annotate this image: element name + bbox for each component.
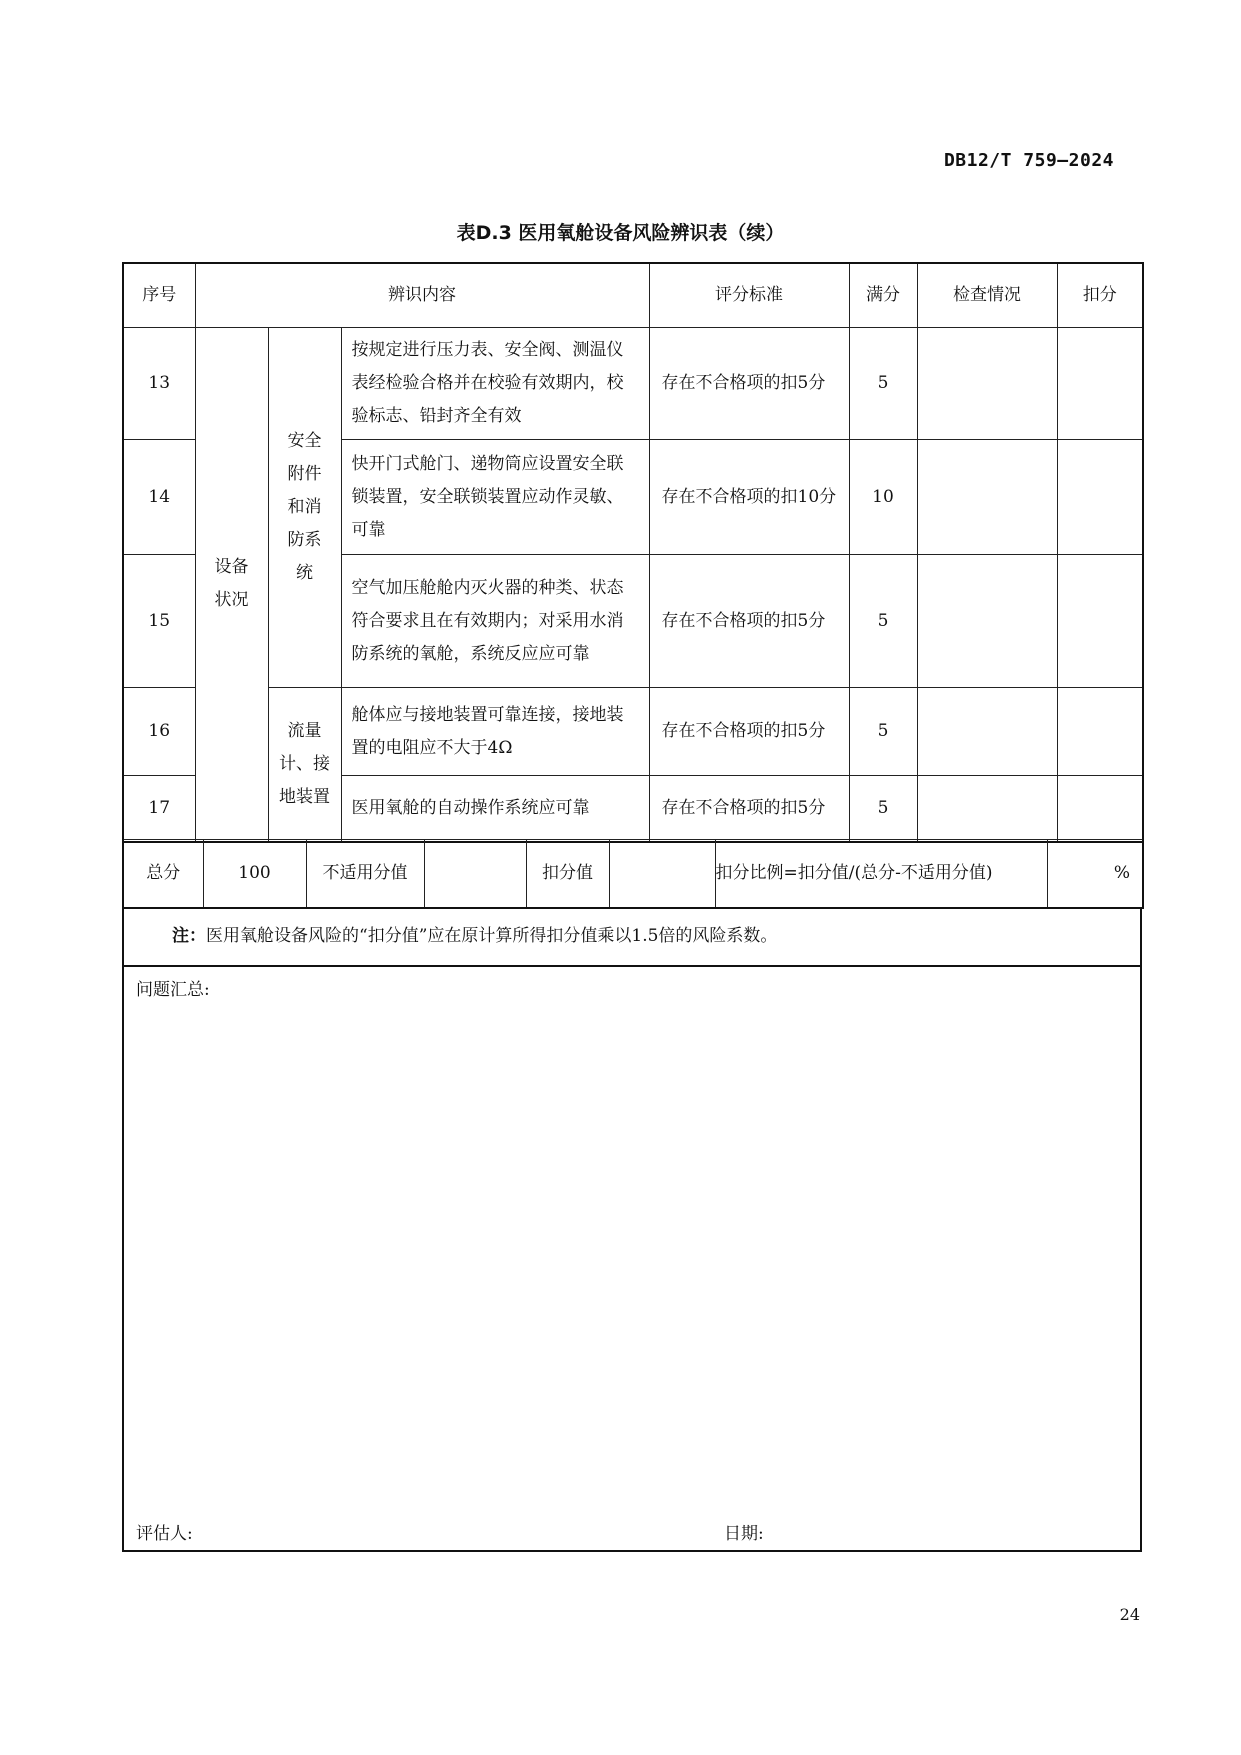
- total-label: 总分: [123, 840, 203, 909]
- header-seq: 序号: [123, 263, 195, 328]
- total-value: 100: [203, 840, 306, 909]
- row-standard: 存在不合格项的扣5分: [649, 328, 849, 440]
- header-deduction: 扣分: [1057, 263, 1143, 328]
- row-full-score: 5: [849, 555, 917, 688]
- table-title: 表D.3 医用氧舱设备风险辨识表（续）: [456, 222, 785, 244]
- deduction-label: 扣分值: [526, 840, 609, 909]
- row-seq: 16: [123, 688, 195, 776]
- header-check-status: 检查情况: [917, 263, 1057, 328]
- row-check-cell[interactable]: [917, 440, 1057, 555]
- header-content: 辨识内容: [195, 263, 649, 328]
- row-full-score: 5: [849, 688, 917, 776]
- row-content: 舱体应与接地装置可靠连接，接地装置的电阻应不大于4Ω: [341, 688, 649, 776]
- note-label: 注：: [172, 926, 206, 946]
- page-number: 24: [1119, 1605, 1140, 1624]
- table-row: [123, 328, 1143, 440]
- note-row: [122, 907, 1142, 967]
- group-cell-safety: 安全附件和消防系统: [268, 328, 341, 688]
- table-row: [123, 688, 1143, 776]
- issues-summary-label: 问题汇总:: [136, 980, 210, 1000]
- deduction-value[interactable]: [609, 840, 715, 909]
- issues-summary-box[interactable]: [122, 965, 1142, 1552]
- date-label: 日期:: [724, 1524, 764, 1544]
- assessor-label: 评估人:: [136, 1524, 193, 1544]
- table-header-row: [123, 263, 1143, 328]
- risk-identification-table: [122, 262, 1144, 843]
- group-cell-grounding: 流量计、接地装置: [268, 688, 341, 842]
- na-score-label: 不适用分值: [306, 840, 424, 909]
- row-standard: 存在不合格项的扣5分: [649, 688, 849, 776]
- row-deduct-cell[interactable]: [1057, 776, 1143, 842]
- row-check-cell[interactable]: [917, 328, 1057, 440]
- row-check-cell[interactable]: [917, 555, 1057, 688]
- row-deduct-cell[interactable]: [1057, 555, 1143, 688]
- summary-table: [122, 839, 1144, 909]
- summary-row: [123, 840, 1143, 909]
- row-content: 按规定进行压力表、安全阀、测温仪表经检验合格并在校验有效期内，校验标志、铅封齐全有效: [341, 328, 649, 440]
- row-check-cell[interactable]: [917, 688, 1057, 776]
- note-text: 医用氧舱设备风险的“扣分值”应在原计算所得扣分值乘以1.5倍的风险系数。: [206, 926, 778, 946]
- row-deduct-cell[interactable]: [1057, 440, 1143, 555]
- row-full-score: 5: [849, 328, 917, 440]
- row-content: 快开门式舱门、递物筒应设置安全联锁装置，安全联锁装置应动作灵敏、可靠: [341, 440, 649, 555]
- header-full-score: 满分: [849, 263, 917, 328]
- ratio-formula: 扣分比例=扣分值/(总分-不适用分值): [715, 840, 1047, 909]
- row-full-score: 5: [849, 776, 917, 842]
- row-standard: 存在不合格项的扣10分: [649, 440, 849, 555]
- header-standard: 评分标准: [649, 263, 849, 328]
- row-check-cell[interactable]: [917, 776, 1057, 842]
- row-standard: 存在不合格项的扣5分: [649, 776, 849, 842]
- row-deduct-cell[interactable]: [1057, 688, 1143, 776]
- row-standard: 存在不合格项的扣5分: [649, 555, 849, 688]
- row-seq: 17: [123, 776, 195, 842]
- na-score-value[interactable]: [424, 840, 526, 909]
- row-seq: 14: [123, 440, 195, 555]
- row-deduct-cell[interactable]: [1057, 328, 1143, 440]
- category-cell: 设备状况: [195, 328, 268, 842]
- row-content: 空气加压舱舱内灭火器的种类、状态符合要求且在有效期内；对采用水消防系统的氧舱，系统反应应可靠: [341, 555, 649, 688]
- document-code: DB12/T 759—2024: [943, 150, 1114, 171]
- row-content: 医用氧舱的自动操作系统应可靠: [341, 776, 649, 842]
- row-full-score: 10: [849, 440, 917, 555]
- row-seq: 15: [123, 555, 195, 688]
- ratio-value[interactable]: %: [1047, 840, 1143, 909]
- row-seq: 13: [123, 328, 195, 440]
